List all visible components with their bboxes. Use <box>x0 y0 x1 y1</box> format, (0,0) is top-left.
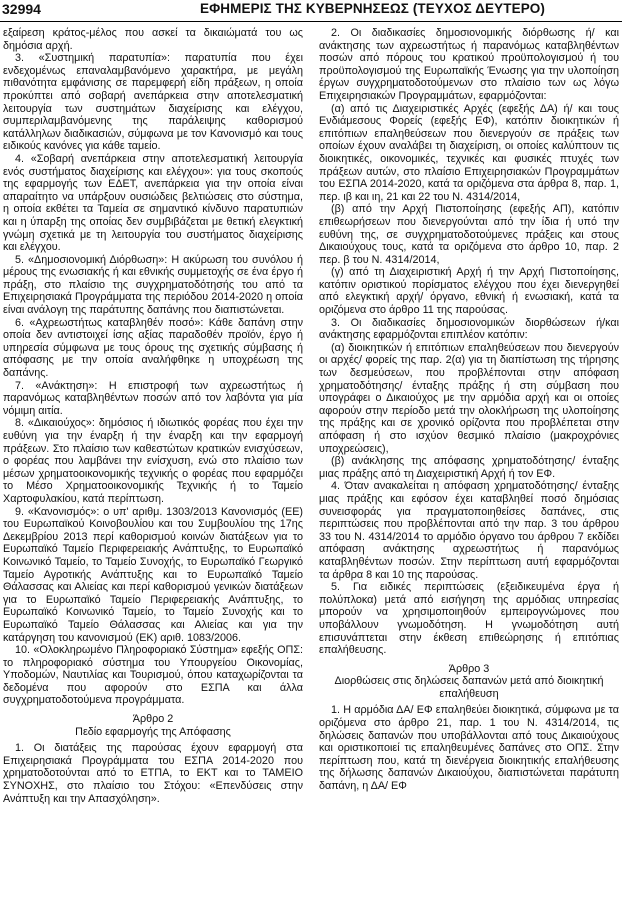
gazette-title: ΕΦΗΜΕΡΙΣ ΤΗΣ ΚΥΒΕΡΝΗΣΕΩΣ (ΤΕΥΧΟΣ ΔΕΥΤΕΡΟ) <box>200 1 546 16</box>
page-header <box>0 0 622 22</box>
article-3-title: Άρθρο 3 <box>448 662 490 675</box>
article-2-paragraph: 1. Οι διατάξεις της παρούσας έχουν εφαρμογή στα Επιχειρησιακά Προγράμματα του ΕΣΠΑ 2014-2020 που χρηματοδοτούνται από το ΕΤΠΑ, το ΕΚΤ και το ΤΑΜΕΙΟ ΣΥΝΟΧΗΣ, στο πλαίσιο του Στόχου: «Επενδύσεις στην Ανάπτυξη και την Απασχόληση». <box>3 742 303 805</box>
definition-ops: 10. «Ολοκληρωμένο Πληροφοριακό Σύστημα» εφεξής ΟΠΣ: το πληροφοριακό σύστημα του Υπουργείου Οικονομίας, Υποδομών, Ναυτιλίας και Τουρισμού, όπου καταχωρίζονται τα δεδομένα που αφορούν στο ΕΣΠΑ και άλλα συγχρηματοδοτούμενα προγράμματα. <box>3 644 303 707</box>
paragraph-3: 3. Οι διαδικασίες δημοσιονομικών διορθώσεων ή/και ανάκτησης εφαρμόζονται επιπλέον κατόπιν: <box>319 316 619 342</box>
left-column <box>3 27 303 913</box>
paragraph-3b: (β) ανάκλησης της απόφασης χρηματοδότησης/ ένταξης μιας πράξης από τη Διαχειριστική Αρχή ή τον ΕΦ. <box>319 455 619 480</box>
paragraph-2a: (α) από τις Διαχειριστικές Αρχές (εφεξής ΔΑ) ή/ και τους Ενδιάμεσους Φορείς (εφεξής ΕΦ), κατόπιν διοικητικών ή επιτόπιων επαληθεύσεων που διενεργούν σε πράξεις των οποίων έχουν αναλάβει τη διαχείριση, οι οποίες καλύπτουν τις διοικητικές, οικονομικές, τεχνικές και φυσικές πτυχές των πράξεων αυτών, στο πλαίσιο Επιχειρησιακών Προγραμμάτων του ΕΣΠΑ 2014-2020, κατά τα οριζόμενα στα άρθρα 8, παρ. 1, περ. ιβ και ιη, 21 και 22 του Ν. 4314/2014, <box>319 102 619 203</box>
right-column <box>319 27 619 913</box>
definition-unduly-paid-amount: 6. «Αχρεωστήτως καταβληθέν ποσό»: Κάθε δαπάνη στην οποία δεν αντιστοιχεί ίσης αξίας παραδοθέν προϊόν, έργο ή υπηρεσία σύμφωνα με τους όρους της σχετικής σύμβασης ή απόφασης με την οποία αναλήφθηκε η υποχρέωση της δαπάνης. <box>3 316 303 380</box>
article-2-title: Άρθρο 2 <box>132 713 174 726</box>
paragraph-4: 4. Όταν ανακαλείται η απόφαση χρηματοδότησης/ ένταξης μιας πράξης και εφόσον έχει καταβληθεί ποσό δημόσιας συνεισφοράς για πραγματοποιηθείσες δαπάνες, στις περιπτώσεις που προβλέπονται από την παρ. 3 του άρθρου 33 του Ν. 4314/2014 το αρμόδιο όργανο του άρθρου 7 εκδίδει απόφαση ανάκτησης αχρεωστήτως ή παρανόμως καταβληθέντων ποσών. Στην περίπτωση αυτή εφαρμόζονται τα άρθρα 8 και 10 της παρούσας. <box>319 480 619 581</box>
definition-systemic-irregularity: 3. «Συστημική παρατυπία»: παρατυπία που έχει ενδεχομένως επαναλαμβανόμενο χαρακτήρα, με μεγάλη πιθανότητα εμφάνισης σε παρεμφερή είδη πράξεων, η οποία προκύπτει από σοβαρή ανεπάρκεια στην αποτελεσματική λειτουργία των συστημάτων διαχείρισης και ελέγχου, συμπεριλαμβανόμενης της παράλειψης καθορισμού κατάλληλων διαδικασιών, σύμφωνα με τον Κανονισμό και τους ειδικούς κανόνες για κάθε ταμείο. <box>3 52 303 153</box>
paragraph-5: 5. Για ειδικές περιπτώσεις (εξειδικευμένα έργα ή πολύπλοκα) μετά από εισήγηση της αρμόδιας υπηρεσίας μπορούν να χρησιμοποιηθούν εμπειρογνώμονες που υποβάλλουν γνωμοδότηση. Η γνωμοδότηση αυτή επισυνάπτεται στην έκθεση επιθεώρησης ή επιτόπιας επαλήθευσης. <box>319 581 619 657</box>
article-2-subtitle: Πεδίο εφαρμογής της Απόφασης <box>75 725 231 738</box>
paragraph-continuation: εξαίρεση κράτος-μέλος που ασκεί τα δικαιώματά του ως δημόσια αρχή. <box>3 27 303 52</box>
paragraph-2b: (β) από την Αρχή Πιστοποίησης (εφεξής ΑΠ), κατόπιν επιθεωρήσεων που διενεργούνται από την ίδια ή υπό την ευθύνη της, σε συγχρηματοδοτούμενες πράξεις και στους Δικαιούχους τους, κατά τα οριζόμενα στο άρθρο 10, παρ. 2 περ. β του Ν. 4314/2014, <box>319 203 619 266</box>
paragraph-3a: (α) διοικητικών ή επιτόπιων επαληθεύσεων που διενεργούν οι αρχές/ φορείς της παρ. 2(α) για τη διαπίστωση της τήρησης των δεσμεύσεων, που προβλέπονται στην απόφαση χρηματοδότησης/ ένταξης πράξης ή στη σύμβαση που υπογράφει ο Δικαιούχος με την αρμόδια αρχή και οι οποίες αφορούν στην περίοδο μετά την ολοκλήρωση της υλοποίησης της πράξης και σε χρονικό ορίζοντα που προβλέπεται στην απόφαση ή στο ισχύον θεσμικό πλαίσιο (μακροχρόνιες υποχρεώσεις), <box>319 341 619 455</box>
article-3-subtitle: Διορθώσεις στις δηλώσεις δαπανών μετά από διοικητική επαλήθευση <box>334 675 604 700</box>
definition-serious-deficiency: 4. «Σοβαρή ανεπάρκεια στην αποτελεσματική λειτουργία ενός συστήματος διαχείρισης και ελέγχου»: για τους σκοπούς της εφαρμογής των ΕΔΕΤ, ανεπάρκεια για την οποία είναι απαραίτητο να υπάρξουν ουσιώδεις βελτιώσεις στο σύστημα, η οποία εκθέτει τα Ταμεία σε σημαντικό κίνδυνο παρατυπιών και η ύπαρξη της οποίας δεν συμβιβάζεται με θετική ελεγκτική γνώμη σχετικά με τη λειτουργία του συστήματος διαχείρισης και ελέγχου. <box>3 152 303 254</box>
definition-regulation: 9. «Κανονισμός»: ο υπ' αριθμ. 1303/2013 Κανονισμός (ΕΕ) του Ευρωπαϊκού Κοινοβουλίου και του Συμβουλίου της 17ης Δεκεμβρίου 2013 περί καθορισμού κοινών διατάξεων για το Ευρωπαϊκό Ταμείο Περιφερειακής Ανάπτυξης, το Ευρωπαϊκό Κοινωνικό Ταμείο, το Ταμείο Συνοχής, το Ευρωπαϊκό Γεωργικό Ταμείο Αγροτικής Ανάπτυξης και το Ευρωπαϊκό Ταμείο Θάλασσας και Αλιείας και περί καθορισμού γενικών διατάξεων για το Ευρωπαϊκό Ταμείο Περιφερειακής Ανάπτυξης, το Ευρωπαϊκό Κοινωνικό Ταμείο, το Ταμείο Συνοχής και το Ευρωπαϊκό Ταμείο Θάλασσας και Αλιείας και για την κατάργηση του κανονισμού (ΕΚ) αριθ. 1083/2006. <box>3 505 303 644</box>
page-number: 32994 <box>2 1 41 17</box>
definition-beneficiary: 8. «Δικαιούχος»: δημόσιος ή ιδιωτικός φορέας που έχει την ευθύνη για την έναρξη ή την έναρξη και την εφαρμογή πράξεων. Στο πλαίσιο των καθεστώτων κρατικών ενισχύσεων, ο φορέας που λαμβάνει την ενίσχυση, ενώ στο πλαίσιο των μέσων χρηματοοικονομικής τεχνικής ο φορέας που εφαρμόζει το Μέσο Χρηματοοικονομικής Τεχνικής ή το Ταμείο Χαρτοφυλακίου, κατά περίπτωση. <box>3 417 303 505</box>
paragraph-2-procedures: 2. Οι διαδικασίες δημοσιονομικής διόρθωσης ή/ και ανάκτησης των αχρεωστήτως ή παρανόμως καταβληθέντων ποσών από πόρους του κρατικού προϋπολογισμού ή του προϋπολογισμού της Ευρωπαϊκής Ένωσης για την υλοποίηση έργων συγχρηματοδοτούμενων στο πλαίσιο των ως λόγω Επιχειρησιακών Προγραμμάτων, εφαρμόζονται: <box>319 27 619 102</box>
definition-recovery: 7. «Ανάκτηση»: Η επιστροφή των αχρεωστήτως ή παρανόμως καταβληθέντων ποσών από τον λαβόντα για μία νόμιμη αιτία. <box>3 379 303 417</box>
definition-financial-correction: 5. «Δημοσιονομική Διόρθωση»: Η ακύρωση του συνόλου ή μέρους της ενωσιακής ή και εθνικής συμμετοχής σε ένα έργο ή πράξη, στο πλαίσιο της συγχρηματοδότησής του από τα Επιχειρησιακά Προγράμματα της περιόδου 2014-2020 η οποία είναι ανάλογη της παράτυπης δαπάνης που διαπιστώνεται. <box>3 253 303 317</box>
article-3-paragraph: 1. Η αρμόδια ΔΑ/ ΕΦ επαληθεύει διοικητικά, σύμφωνα με τα οριζόμενα στο άρθρο 21, παρ. 1 του Ν. 4314/2014, τις δηλώσεις δαπανών που υποβάλλονται από τους Δικαιούχους και οριστικοποιεί τις επαληθευμένες δαπάνες στο ΟΠΣ. Στην περίπτωση που, κατά τη διενέργεια διοικητικής επαλήθευσης της δήλωσης δαπανών Δικαιούχου, διαπιστώνεται παράτυπη δαπάνη, η ΔΑ/ ΕΦ <box>319 704 619 793</box>
header-divider <box>0 21 622 22</box>
paragraph-2c: (γ) από τη Διαχειριστική Αρχή ή την Αρχή Πιστοποίησης, κατόπιν οριστικού πορίσματος ελέγχου που έχει διενεργηθεί από ελεγκτική αρχή/ όργανο, εθνική ή ενωσιακή, κατά τα οριζόμενα στο άρθρο 11 της παρούσας. <box>319 266 619 317</box>
